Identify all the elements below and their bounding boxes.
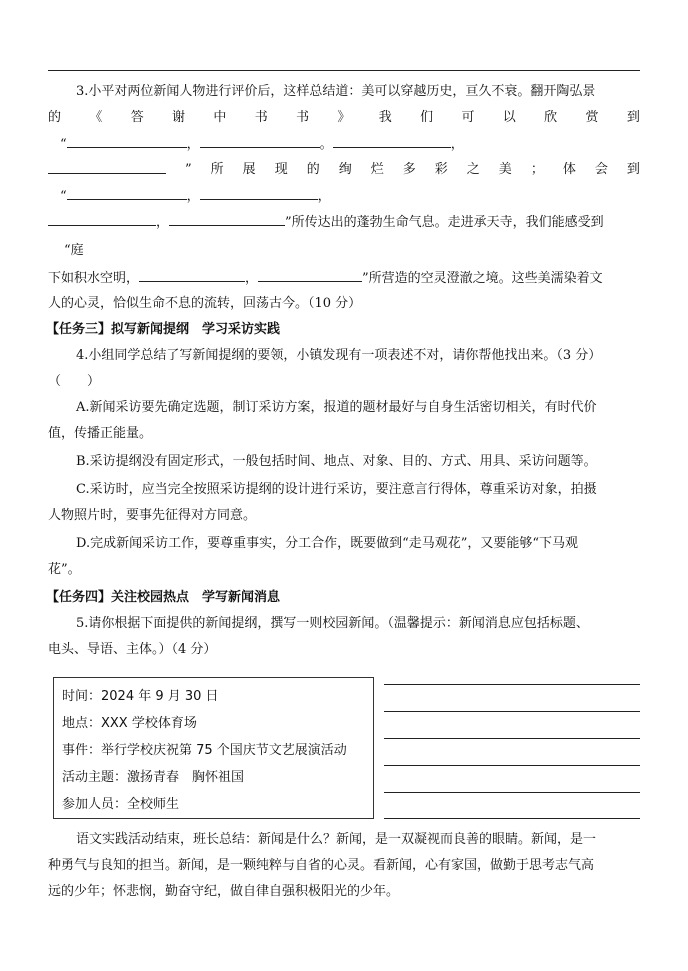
spaced-character: 》 xyxy=(337,110,351,125)
spaced-character: 会 xyxy=(594,162,608,177)
writing-line[interactable] xyxy=(384,818,640,819)
writing-line[interactable] xyxy=(384,684,640,685)
q3-line-6 xyxy=(48,212,640,233)
answer-blank[interactable] xyxy=(67,186,187,200)
spaced-character: 的 xyxy=(306,162,320,177)
q3-line-1: 3.小平对两位新闻人物进行评价后，这样总结道：美可以穿越历史，亘久不衰。翻开陶弘景 xyxy=(76,84,596,99)
open-quote: “ xyxy=(60,137,67,152)
option-b: B.采访提纲没有固定形式，一般包括时间、地点、对象、目的、方式、用具、采访问题等。 xyxy=(76,454,597,469)
spaced-character: 赏 xyxy=(585,110,599,125)
q4-answer-bracket[interactable]: （ ） xyxy=(48,374,101,389)
comma: ， xyxy=(317,189,331,204)
q5-line-2: 电头、导语、主体。）（4 分） xyxy=(48,642,217,657)
option-a-line-2: 值，传播正能量。 xyxy=(48,426,153,441)
closing-line-3: 远的少年；怀悲悯，勤奋守纪，做自律自强积极阳光的少年。 xyxy=(48,884,400,899)
spaced-character: ； xyxy=(530,162,544,177)
spaced-character: 谢 xyxy=(172,110,186,125)
spaced-character: 可 xyxy=(461,110,475,125)
closing-line-2: 种勇气与良知的担当。新闻，是一颗纯粹与自省的心灵。看新闻，心有家国，做勤于思考志气高 xyxy=(48,858,595,873)
answer-blank[interactable] xyxy=(200,134,320,148)
open-quote: “ xyxy=(60,189,67,204)
answer-blank[interactable] xyxy=(200,186,318,200)
writing-line[interactable] xyxy=(384,711,640,712)
option-d-line-1: D.完成新闻采访工作，要尊重事实，分工合作，既要做到“走马观花”，又要能够“下马观 xyxy=(76,536,579,551)
spaced-character: 彩 xyxy=(434,162,448,177)
spaced-character: 书 xyxy=(296,110,310,125)
outline-event: 事件：举行学校庆祝第 75 个国庆节文艺展演活动 xyxy=(62,743,347,758)
answer-blank[interactable] xyxy=(48,212,156,226)
answer-blank[interactable] xyxy=(139,268,245,282)
spaced-character: 所 xyxy=(210,162,224,177)
comma: ， xyxy=(186,137,200,152)
spaced-character: 到 xyxy=(626,162,640,177)
spaced-character: 绚 xyxy=(338,162,352,177)
spaced-character: 美 xyxy=(498,162,512,177)
spaced-character: 到 xyxy=(626,110,640,125)
spaced-character: 我 xyxy=(378,110,392,125)
period: 。 xyxy=(319,137,333,152)
answer-blank[interactable] xyxy=(333,134,451,148)
spaced-character: 《 xyxy=(89,110,103,125)
q3-line-5 xyxy=(60,186,652,207)
spaced-character: 以 xyxy=(502,110,516,125)
q4-line-1: 4.小组同学总结了写新闻提纲的要领，小镇发现有一项表述不对，请你帮他找出来。（3 分） xyxy=(76,348,602,363)
writing-line[interactable] xyxy=(384,792,640,793)
outline-participants: 参加人员：全校师生 xyxy=(62,797,180,812)
task4-heading: 【任务四】关注校园热点 学写新闻消息 xyxy=(46,590,281,605)
spaced-character: 们 xyxy=(420,110,434,125)
writing-line[interactable] xyxy=(384,738,640,739)
top-divider xyxy=(48,70,640,71)
comma: ， xyxy=(156,215,170,230)
q3-line-8 xyxy=(48,268,640,289)
q3-line-7: “庭 xyxy=(64,243,84,258)
q3-line-2 xyxy=(48,108,640,128)
spaced-character: 书 xyxy=(254,110,268,125)
spaced-character: 中 xyxy=(213,110,227,125)
outline-place: 地点：XXX 学校体育场 xyxy=(62,716,197,731)
spaced-character: 答 xyxy=(130,110,144,125)
outline-time: 时间：2024 年 9 月 30 日 xyxy=(62,689,219,704)
spaced-character: 烂 xyxy=(370,162,384,177)
spaced-character: 多 xyxy=(402,162,416,177)
q3-line-8-tail: ”所营造的空灵澄澈之境。这些美濡染着文 xyxy=(362,271,603,286)
option-c-line-1: C.采访时，应当完全按照采访提纲的设计进行采访，要注意言行得体，尊重采访对象，拍摄 xyxy=(76,482,597,497)
answer-blank[interactable] xyxy=(258,268,362,282)
comma: ， xyxy=(186,189,200,204)
spaced-character: 展 xyxy=(242,162,256,177)
option-c-line-2: 人物照片时，要事先征得对方同意。 xyxy=(48,508,257,523)
spaced-character: 现 xyxy=(274,162,288,177)
spaced-character: 的 xyxy=(48,110,62,125)
task3-heading: 【任务三】拟写新闻提纲 学习采访实践 xyxy=(46,322,281,337)
option-a-line-1: A.新闻采访要先确定选题，制订采访方案，报道的题材最好与自身生活密切相关，有时代价 xyxy=(76,400,597,415)
spaced-character: 欣 xyxy=(544,110,558,125)
answer-blank[interactable] xyxy=(48,160,166,174)
answer-blank[interactable] xyxy=(67,134,187,148)
outline-theme: 活动主题：激扬青春 胸怀祖国 xyxy=(62,770,245,785)
option-d-line-2: 花”。 xyxy=(48,562,81,577)
spaced-character: 之 xyxy=(466,162,480,177)
q3-line-6-text: ”所传达出的蓬勃生命气息。走进承天寺，我们能感受到 xyxy=(285,215,604,230)
spaced-character: ” xyxy=(185,162,192,177)
news-outline-box xyxy=(53,677,374,819)
q3-line-8-head: 下如积水空明， xyxy=(48,271,140,286)
writing-line[interactable] xyxy=(384,765,640,766)
closing-line-1: 语文实践活动结束，班长总结：新闻是什么？新闻，是一双凝视而良善的眼睛。新闻，是一 xyxy=(76,832,597,847)
comma: ， xyxy=(450,137,464,152)
spaced-character: 体 xyxy=(562,162,576,177)
q3-line-9: 人的心灵，恰似生命不息的流转，回荡古今。（10 分） xyxy=(48,296,362,311)
q3-line-4 xyxy=(48,160,640,180)
q5-line-1: 5.请你根据下面提供的新闻提纲，撰写一则校园新闻。（温馨提示：新闻消息应包括标题、 xyxy=(76,616,589,631)
answer-blank[interactable] xyxy=(169,212,285,226)
q3-line-3 xyxy=(60,134,652,155)
comma: ， xyxy=(245,271,259,286)
